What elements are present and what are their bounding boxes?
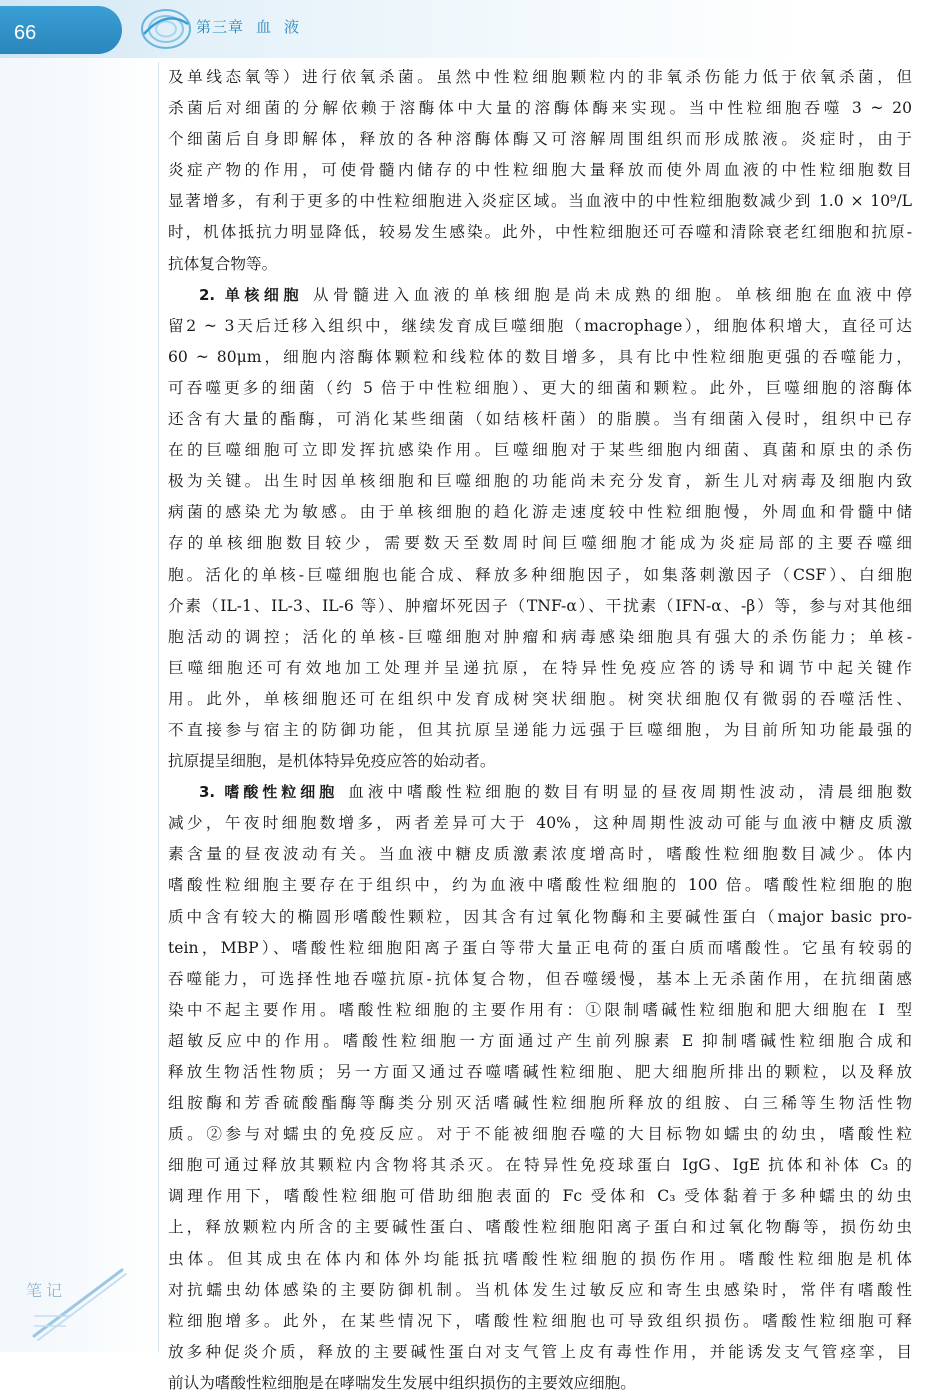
text-line: 60 ~ 80μm，细胞内溶酶体颗粒和线粒体的数目增多，具有比中性粒细胞更强的吞噬能力， <box>168 347 912 366</box>
text-line: 虫体。但其成虫在体内和体外均能抵抗嗜酸性粒细胞的损伤作用。嗜酸性粒细胞是机体 <box>168 1249 912 1268</box>
text-line: 组胺酶和芳香硫酸酯酶等酶类分别灭活嗜碱性粒细胞所释放的组胺、白三稀等生物活性物 <box>168 1094 912 1113</box>
page-number: 66 <box>14 22 37 44</box>
text-line: 还含有大量的酯酶，可消化某些细菌（如结核杆菌）的脂膜。当有细菌入侵时，组织中已存 <box>168 410 912 429</box>
text-line: 不直接参与宿主的防御功能，但其抗原呈递能力远强于巨噬细胞，为目前所知功能最强的 <box>168 720 912 739</box>
text-line: 胞活动的调控；活化的单核-巨噬细胞对肿瘤和病毒感染细胞具有强大的杀伤能力；单核- <box>168 627 912 646</box>
chapter-number: 第三章 <box>196 18 245 36</box>
text-line: 个细菌后自身即解体，释放的各种溶酶体酶又可溶解周围组织而形成脓液。炎症时，由于 <box>168 130 912 149</box>
text-line: 粒细胞增多。此外，在某些情况下，嗜酸性粒细胞也可导致组织损伤。嗜酸性粒细胞可释 <box>168 1311 912 1330</box>
text-line: 在的巨噬细胞可立即发挥抗感染作用。巨噬细胞对于某些细胞内细菌、真菌和原虫的杀伤 <box>168 441 912 460</box>
text-line: 显著增多，有利于更多的中性粒细胞进入炎症区域。当血液中的中性粒细胞数减少到 1.0 × 10⁹/L <box>168 192 912 211</box>
text-line: 放多种促炎介质，释放的主要碱性蛋白对支气管上皮有毒性作用，并能诱发支气管痉挛，目 <box>168 1342 912 1361</box>
text-line: 上，释放颗粒内所含的主要碱性蛋白、嗜酸性粒细胞阳离子蛋白和过氧化物酶等，损伤幼虫 <box>168 1218 912 1237</box>
chapter-name-part1: 血 <box>256 18 273 36</box>
page-number-tab <box>0 6 122 54</box>
text-line: tein，MBP）、嗜酸性粒细胞阳离子蛋白等带大量正电荷的蛋白质而嗜酸性。它虽有较弱的 <box>168 938 912 957</box>
chapter-title <box>196 16 300 37</box>
text-line: 杀菌后对细菌的分解依赖于溶酶体中大量的溶酶体酶来实现。当中性粒细胞吞噬 3 ~ 20 <box>168 99 912 118</box>
text-line: 时，机体抵抗力明显降低，较易发生感染。此外，中性粒细胞还可吞噬和清除衰老红细胞和抗原- <box>168 223 912 242</box>
margin-band <box>0 0 158 1352</box>
paragraph-monocyte <box>168 280 912 311</box>
heading-eosinophil: 3. 嗜酸性粒细胞 <box>199 783 339 802</box>
text-line: 及单线态氧等）进行依氧杀菌。虽然中性粒细胞颗粒内的非氧杀伤能力低于依氧杀菌，但 <box>168 68 912 86</box>
text-line: 抗体复合物等。 <box>168 254 278 273</box>
text-line: 胞。活化的单核-巨噬细胞也能合成、释放多种细胞因子，如集落刺激因子（CSF）、白细胞 <box>168 565 912 584</box>
text-line: 留2 ~ 3天后迁移入组织中，继续发育成巨噬细胞（macrophage），细胞体积增大，直径可达 <box>168 316 912 335</box>
text-line: 介素（IL-1、IL-3、IL-6 等）、肿瘤坏死因子（TNF-α）、干扰素（IFN-α、-β）等，参与对其他细 <box>168 596 912 615</box>
text-line: 染中不起主要作用。嗜酸性粒细胞的主要作用有：①限制嗜碱性粒细胞和肥大细胞在 Ⅰ 型 <box>168 1000 912 1019</box>
pencil-icon <box>30 1262 130 1342</box>
text-line: 减少，午夜时细胞数增多，两者差异可大于 40%，这种周期性波动可能与血液中糖皮质激 <box>168 814 912 833</box>
text-line: 巨噬细胞还可有效地加工处理并呈递抗原，在特异性免疫应答的诱导和调节中起关键作 <box>168 658 912 677</box>
text-line: 超敏反应中的作用。嗜酸性粒细胞一方面通过产生前列腺素 E 抑制嗜碱性粒细胞合成和 <box>168 1031 912 1050</box>
text-line: 用。此外，单核细胞还可在组织中发育成树突状细胞。树突状细胞仅有微弱的吞噬活性、 <box>168 689 912 708</box>
text-line: 质。②参与对蠕虫的免疫反应。对于不能被细胞吞噬的大目标物如蠕虫的幼虫，嗜酸性粒 <box>168 1125 912 1144</box>
text-line: 质中含有较大的椭圆形嗜酸性颗粒，因其含有过氧化物酶和主要碱性蛋白（major basic pro- <box>168 907 912 926</box>
text-line: 可吞噬更多的细菌（约 5 倍于中性粒细胞）、更大的细菌和颗粒。此外，巨噬细胞的溶酶体 <box>168 378 912 397</box>
text-line: 抗原提呈细胞，是机体特异免疫应答的始动者。 <box>168 752 496 771</box>
text-line: 细胞可通过释放其颗粒内含物将其杀灭。在特异性免疫球蛋白 IgG、IgE 抗体和补体 C₃ 的 <box>168 1156 912 1175</box>
text-line: 血液中嗜酸性粒细胞的数目有明显的昼夜周期性波动，清晨细胞数 <box>348 783 912 802</box>
paragraph-eosinophil <box>168 777 912 808</box>
text-line: 极为关键。出生时因单核细胞和巨噬细胞的功能尚未充分发育，新生儿对病毒及细胞内致 <box>168 472 912 491</box>
text-line: 炎症产物的作用，可使骨髓内储存的中性粒细胞大量释放而使外周血液的中性粒细胞数目 <box>168 161 912 180</box>
text-line: 调理作用下，嗜酸性粒细胞可借助细胞表面的 Fc 受体和 C₃ 受体黏着于多种蠕虫的幼虫 <box>168 1187 912 1206</box>
text-line: 释放生物活性物质；另一方面又通过吞噬嗜碱性粒细胞、肥大细胞所排出的颗粒，以及释放 <box>168 1063 912 1081</box>
text-line: 吞噬能力，可选择性地吞噬抗原-抗体复合物，但吞噬缓慢，基本上无杀菌作用，在抗细菌感 <box>168 969 912 988</box>
swirl-logo-icon <box>136 4 194 54</box>
text-line: 存的单核细胞数目较少，需要数天至数周时间巨噬细胞才能成为炎症局部的主要吞噬细 <box>168 534 912 553</box>
margin-rule <box>158 62 159 1352</box>
notes-label: 笔记 <box>26 1281 67 1300</box>
chapter-name-part2: 液 <box>284 18 301 36</box>
text-line: 病菌的感染尤为敏感。由于单核细胞的趋化游走速度较中性粒细胞慢，外周血和骨髓中储 <box>168 503 912 522</box>
text-line: 素含量的昼夜波动有关。当血液中糖皮质激素浓度增高时，嗜酸性粒细胞数目减少。体内 <box>168 845 912 864</box>
text-line: 前认为嗜酸性粒细胞是在哮喘发生发展中组织损伤的主要效应细胞。 <box>168 1373 636 1392</box>
text-line: 嗜酸性粒细胞主要存在于组织中，约为血液中嗜酸性粒细胞的 100 倍。嗜酸性粒细胞的胞 <box>168 876 912 895</box>
heading-monocyte: 2. 单核细胞 <box>199 285 303 304</box>
text-line: 对抗蠕虫幼体感染的主要防御机制。当机体发生过敏反应和寄生虫感染时，常伴有嗜酸性 <box>168 1280 912 1299</box>
body-text <box>168 62 912 1399</box>
text-line: 从骨髓进入血液的单核细胞是尚未成熟的细胞。单核细胞在血液中停 <box>312 285 912 304</box>
